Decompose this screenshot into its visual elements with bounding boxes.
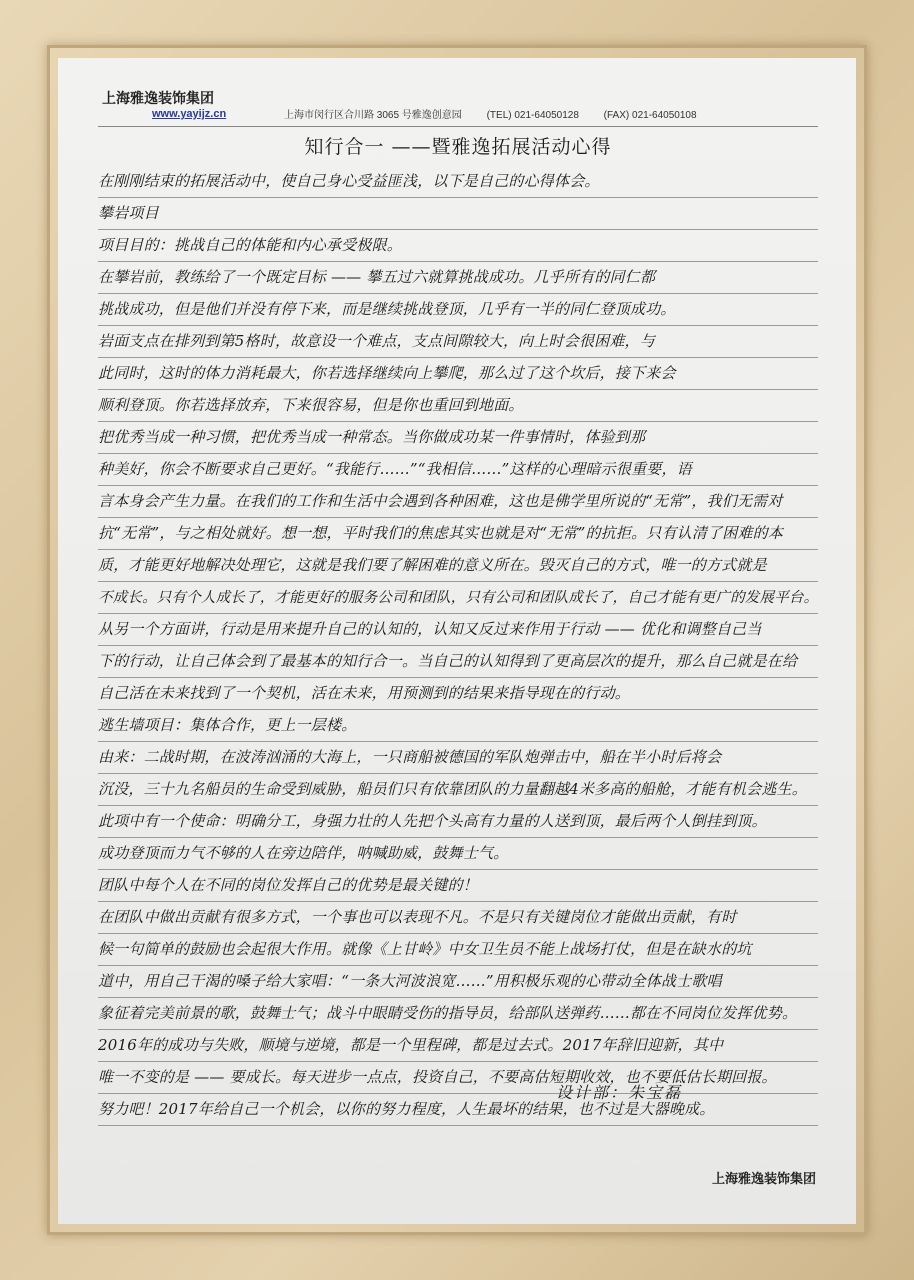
header-divider xyxy=(98,126,818,127)
line-text: 不成长。只有个人成长了，才能更好的服务公司和团队，只有公司和团队成长了，自己才能有更广的发展平台。 xyxy=(98,590,818,606)
line-text: 逃生墙项目：集体合作，更上一层楼。 xyxy=(98,716,357,734)
line-text: 象征着完美前景的歌，鼓舞士气；战斗中眼睛受伤的指导员，给部队送弹药……都在不同岗位发挥优势。 xyxy=(98,1004,798,1022)
line-text: 自己活在未来找到了一个契机，活在未来，用预测到的结果来指导现在的行动。 xyxy=(98,684,631,702)
handwritten-lines xyxy=(98,166,818,1126)
handwritten-line xyxy=(98,998,818,1030)
line-text: 此同时，这时的体力消耗最大，你若选择继续向上攀爬，那么过了这个坎后，接下来会 xyxy=(98,364,676,382)
handwritten-line xyxy=(98,870,818,902)
handwritten-line xyxy=(98,294,818,326)
line-text: 言本身会产生力量。在我们的工作和生活中会遇到各种困难，这也是佛学里所说的“无常”，我们无需对 xyxy=(98,492,783,510)
line-text: 在刚刚结束的拓展活动中，使自己身心受益匪浅，以下是自己的心得体会。 xyxy=(98,172,600,190)
handwritten-line xyxy=(98,326,818,358)
line-text: 下的行动，让自己体会到了最基本的知行合一。当自己的认知得到了更高层次的提升，那么自己就是在给 xyxy=(98,652,798,670)
handwritten-line xyxy=(98,422,818,454)
line-text: 候一句简单的鼓励也会起很大作用。就像《上甘岭》中女卫生员不能上战场打仗，但是在缺水的坑 xyxy=(98,940,752,958)
line-text: 2016年的成功与失败，顺境与逆境，都是一个里程碑，都是过去式。2017年辞旧迎新，其中 xyxy=(98,1036,724,1054)
handwritten-line xyxy=(98,742,818,774)
line-text: 质，才能更好地解决处理它，这就是我们要了解困难的意义所在。毁灭自己的方式，唯一的方式就是 xyxy=(98,556,767,574)
handwritten-line xyxy=(98,678,818,710)
handwritten-line xyxy=(98,774,818,806)
line-text: 唯一不变的是 —— 要成长。每天进步一点点，投资自己，不要高估短期收效，也不要低估长期回报。 xyxy=(98,1068,777,1086)
handwritten-line xyxy=(98,390,818,422)
handwritten-line xyxy=(98,518,818,550)
line-text: 种美好，你会不断要求自己更好。“我能行……”“我相信……”这样的心理暗示很重要，语 xyxy=(98,460,692,478)
handwritten-line xyxy=(98,1062,818,1094)
handwritten-line xyxy=(98,934,818,966)
line-text: 成功登顶而力气不够的人在旁边陪伴，呐喊助威，鼓舞士气。 xyxy=(98,844,509,862)
line-text: 从另一个方面讲，行动是用来提升自己的认知的，认知又反过来作用于行动 —— 优化和调整自己当 xyxy=(98,620,762,638)
signature: 设计部：朱宝磊 xyxy=(556,1083,683,1102)
handwritten-line xyxy=(98,838,818,870)
header-address-line xyxy=(284,106,697,121)
line-text: 在团队中做出贡献有很多方式，一个事也可以表现不凡。不是只有关键岗位才能做出贡献，有时 xyxy=(98,908,737,926)
line-text: 道中，用自己干渴的嗓子给大家唱：“一条大河波浪宽……”用积极乐观的心带动全体战士歌唱 xyxy=(98,972,722,990)
handwritten-line xyxy=(98,710,818,742)
footer-company-name: 上海雅逸装饰集团 xyxy=(711,1171,816,1186)
handwritten-line xyxy=(98,902,818,934)
line-text: 岩面支点在排列到第5格时，故意设一个难点，支点间隙较大，向上时会很困难，与 xyxy=(98,332,655,350)
header-company-name: 上海雅逸装饰集团 xyxy=(102,90,214,106)
handwritten-line xyxy=(98,582,818,614)
letterhead-paper xyxy=(58,58,856,1224)
line-text: 在攀岩前，教练给了一个既定目标 —— 攀五过六就算挑战成功。几乎所有的同仁都 xyxy=(98,268,656,286)
handwritten-line xyxy=(98,486,818,518)
line-text: 努力吧！2017年给自己一个机会，以你的努力程度，人生最坏的结果，也不过是大器晚成。 xyxy=(98,1100,715,1118)
handwritten-line xyxy=(98,550,818,582)
handwritten-line xyxy=(98,198,818,230)
line-text: 挑战成功，但是他们并没有停下来，而是继续挑战登顶，几乎有一半的同仁登顶成功。 xyxy=(98,300,676,318)
handwritten-line xyxy=(98,454,818,486)
header-fax: (FAX) 021-64050108 xyxy=(603,110,697,121)
handwritten-line xyxy=(98,614,818,646)
handwritten-line xyxy=(98,646,818,678)
line-text: 由来：二战时期，在波涛汹涌的大海上，一只商船被德国的军队炮弹击中，船在半小时后将会 xyxy=(98,748,722,766)
line-text: 顺利登顶。你若选择放弃，下来很容易，但是你也重回到地面。 xyxy=(98,396,524,414)
line-text: 攀岩项目 xyxy=(98,204,159,222)
line-text: 沉没，三十九名船员的生命受到威胁，船员们只有依靠团队的力量翻越4米多高的船舱，才能有机会逃生。 xyxy=(98,780,807,798)
line-text: 抗“无常”，与之相处就好。想一想，平时我们的焦虑其实也就是对“无常”的抗拒。只有认清了困难的本 xyxy=(98,524,784,542)
handwritten-line xyxy=(98,358,818,390)
handwritten-line xyxy=(98,966,818,998)
handwritten-line xyxy=(98,1094,818,1126)
line-text: 此项中有一个使命：明确分工，身强力壮的人先把个头高有力量的人送到顶，最后两个人倒挂到顶。 xyxy=(98,812,767,830)
handwritten-line xyxy=(98,806,818,838)
line-text: 团队中每个人在不同的岗位发挥自己的优势是最关键的！ xyxy=(98,876,479,894)
handwritten-line xyxy=(98,166,818,198)
essay-title: 知行合一 ——暨雅逸拓展活动心得 xyxy=(304,136,612,158)
handwritten-line xyxy=(98,262,818,294)
header-tel: (TEL) 021-64050128 xyxy=(486,110,579,121)
handwritten-line xyxy=(98,230,818,262)
header-address: 上海市闵行区合川路 3065 号雅逸创意园 xyxy=(284,110,462,121)
line-text: 把优秀当成一种习惯，把优秀当成一种常态。当你做成功某一件事情时，体验到那 xyxy=(98,428,646,446)
line-text: 项目目的：挑战自己的体能和内心承受极限。 xyxy=(98,236,403,254)
header-website-url: www.yayijz.cn xyxy=(152,108,227,120)
handwritten-line xyxy=(98,1030,818,1062)
